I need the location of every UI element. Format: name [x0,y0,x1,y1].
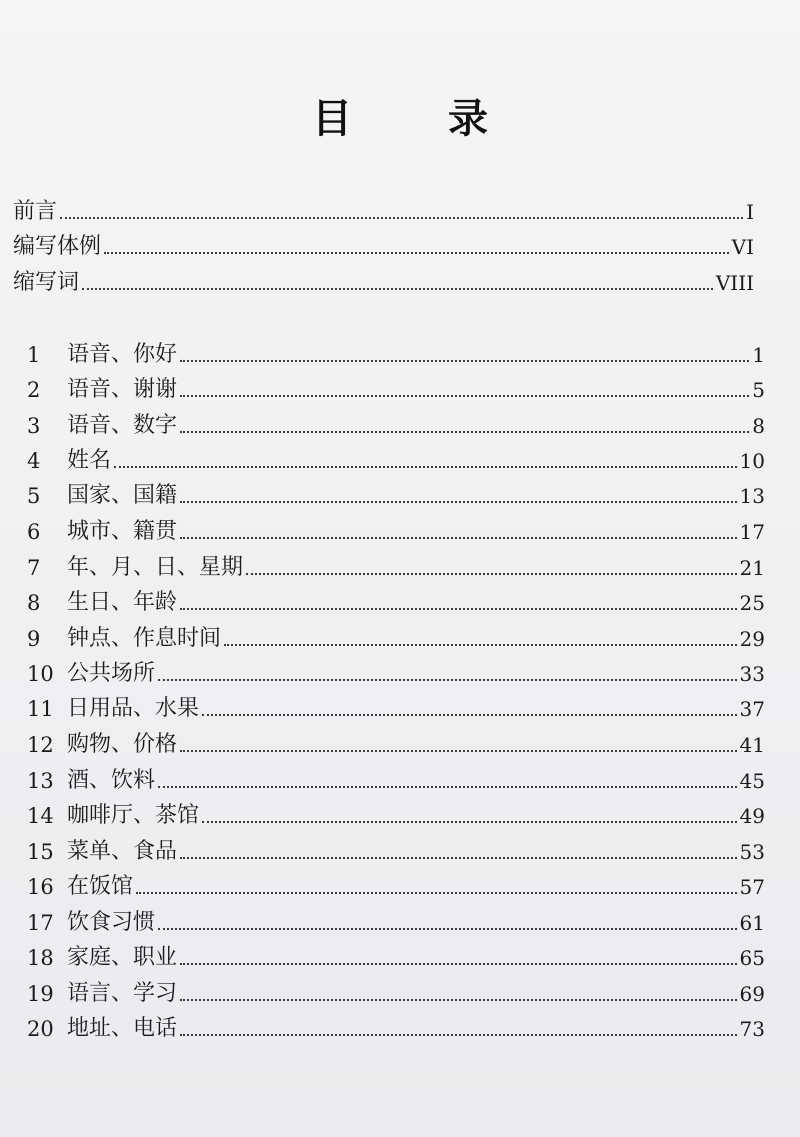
entry-label: 咖啡厅、茶馆 [67,803,200,828]
page-title: 目 录 [312,95,516,142]
toc-entry-chapter[interactable] [27,801,765,831]
entry-label: 国家、国籍 [67,483,178,508]
chapter-number: 20 [27,1017,54,1041]
dot-leader [82,288,713,290]
dot-leader [224,644,737,646]
chapter-number: 2 [27,378,41,402]
dot-leader [158,679,737,681]
dot-leader [246,573,737,575]
entry-page-number: VI [731,235,754,259]
dot-leader [60,217,743,219]
toc-entry-chapter[interactable] [27,908,765,938]
entry-label: 语音、数字 [67,413,178,438]
entry-label: 编写体例 [13,234,102,259]
toc-entry-chapter[interactable] [27,979,765,1009]
entry-label: 钟点、作息时间 [67,626,222,651]
dot-leader [180,999,737,1001]
dot-leader [180,750,737,752]
dot-leader [180,360,749,362]
entry-label: 生日、年龄 [67,590,178,615]
entry-page-number: 33 [739,662,765,686]
entry-page-number: 45 [739,769,765,793]
dot-leader [202,821,737,823]
entry-page-number: 10 [739,449,765,473]
entry-label: 年、月、日、星期 [67,555,244,580]
toc-entry-chapter[interactable] [27,375,765,405]
dot-leader [180,608,737,610]
toc-entry-chapter[interactable] [27,730,765,760]
chapter-number: 8 [27,591,41,615]
entry-page-number: 21 [739,556,765,580]
toc-entry-chapter[interactable] [27,694,765,724]
entry-label: 酒、饮料 [67,768,156,793]
entry-label: 城市、籍贯 [67,519,178,544]
chapter-number: 13 [27,769,54,793]
toc-entry-chapter[interactable] [27,1014,765,1044]
entry-page-number: 41 [739,733,765,757]
dot-leader [136,892,737,894]
chapter-number: 12 [27,733,54,757]
dot-leader [180,395,749,397]
dot-leader [180,963,737,965]
entry-page-number: 57 [739,875,765,899]
entry-page-number: 1 [752,343,765,367]
chapter-number: 11 [27,697,54,721]
entry-label: 家庭、职业 [67,945,178,970]
chapter-number: 17 [27,911,54,935]
toc-entry-abbreviations[interactable] [13,268,754,298]
chapter-number: 10 [27,662,54,686]
entry-label: 语言、学习 [67,981,178,1006]
entry-page-number: 29 [739,627,765,651]
chapter-number: 14 [27,804,54,828]
entry-page-number: 73 [739,1017,765,1041]
dot-leader [104,252,729,254]
entry-page-number: VIII [715,271,754,295]
entry-label: 在饭馆 [67,874,134,899]
dot-leader [114,466,737,468]
toc-entry-conventions[interactable] [13,232,754,262]
chapter-number: 4 [27,449,41,473]
dot-leader [180,1034,737,1036]
chapter-number: 16 [27,875,54,899]
toc-entry-chapter[interactable] [27,446,765,476]
entry-label: 公共场所 [67,661,156,686]
toc-entry-chapter[interactable] [27,411,765,441]
toc-entry-chapter[interactable] [27,588,765,618]
chapter-number: 15 [27,840,54,864]
entry-page-number: 61 [739,911,765,935]
entry-label: 购物、价格 [67,732,178,757]
toc-entry-chapter[interactable] [27,766,765,796]
chapter-number: 7 [27,556,41,580]
chapter-number: 18 [27,946,54,970]
toc-entry-chapter[interactable] [27,659,765,689]
entry-page-number: 25 [739,591,765,615]
toc-entry-chapter[interactable] [27,340,765,370]
entry-page-number: 17 [739,520,765,544]
toc-entry-chapter[interactable] [27,517,765,547]
dot-leader [180,501,737,503]
entry-label: 地址、电话 [67,1016,178,1041]
chapter-number: 19 [27,982,54,1006]
chapter-number: 1 [27,343,41,367]
entry-label: 日用品、水果 [67,696,200,721]
chapter-number: 9 [27,627,41,651]
entry-label: 前言 [13,199,58,224]
entry-page-number: 13 [739,484,765,508]
chapter-number: 3 [27,414,41,438]
entry-label: 缩写词 [13,270,80,295]
dot-leader [180,537,737,539]
entry-page-number: 49 [739,804,765,828]
entry-page-number: 8 [752,414,765,438]
entry-label: 语音、谢谢 [67,377,178,402]
toc-entry-chapter[interactable] [27,872,765,902]
dot-leader [158,786,737,788]
toc-entry-preface[interactable] [13,197,754,227]
chapter-number: 6 [27,520,41,544]
entry-page-number: 53 [739,840,765,864]
entry-label: 菜单、食品 [67,839,178,864]
entry-page-number: 69 [739,982,765,1006]
entry-label: 语音、你好 [67,342,178,367]
dot-leader [202,714,737,716]
entry-page-number: 37 [739,697,765,721]
entry-label: 饮食习惯 [67,910,156,935]
toc-entry-chapter[interactable] [27,943,765,973]
toc-entry-chapter[interactable] [27,481,765,511]
entry-page-number: 5 [752,378,765,402]
chapter-number: 5 [27,484,41,508]
dot-leader [180,857,737,859]
dot-leader [158,928,737,930]
entry-page-number: 65 [739,946,765,970]
entry-page-number: I [746,200,754,224]
entry-label: 姓名 [67,448,112,473]
toc-entry-chapter[interactable] [27,837,765,867]
dot-leader [180,431,749,433]
toc-entry-chapter[interactable] [27,553,765,583]
toc-entry-chapter[interactable] [27,624,765,654]
